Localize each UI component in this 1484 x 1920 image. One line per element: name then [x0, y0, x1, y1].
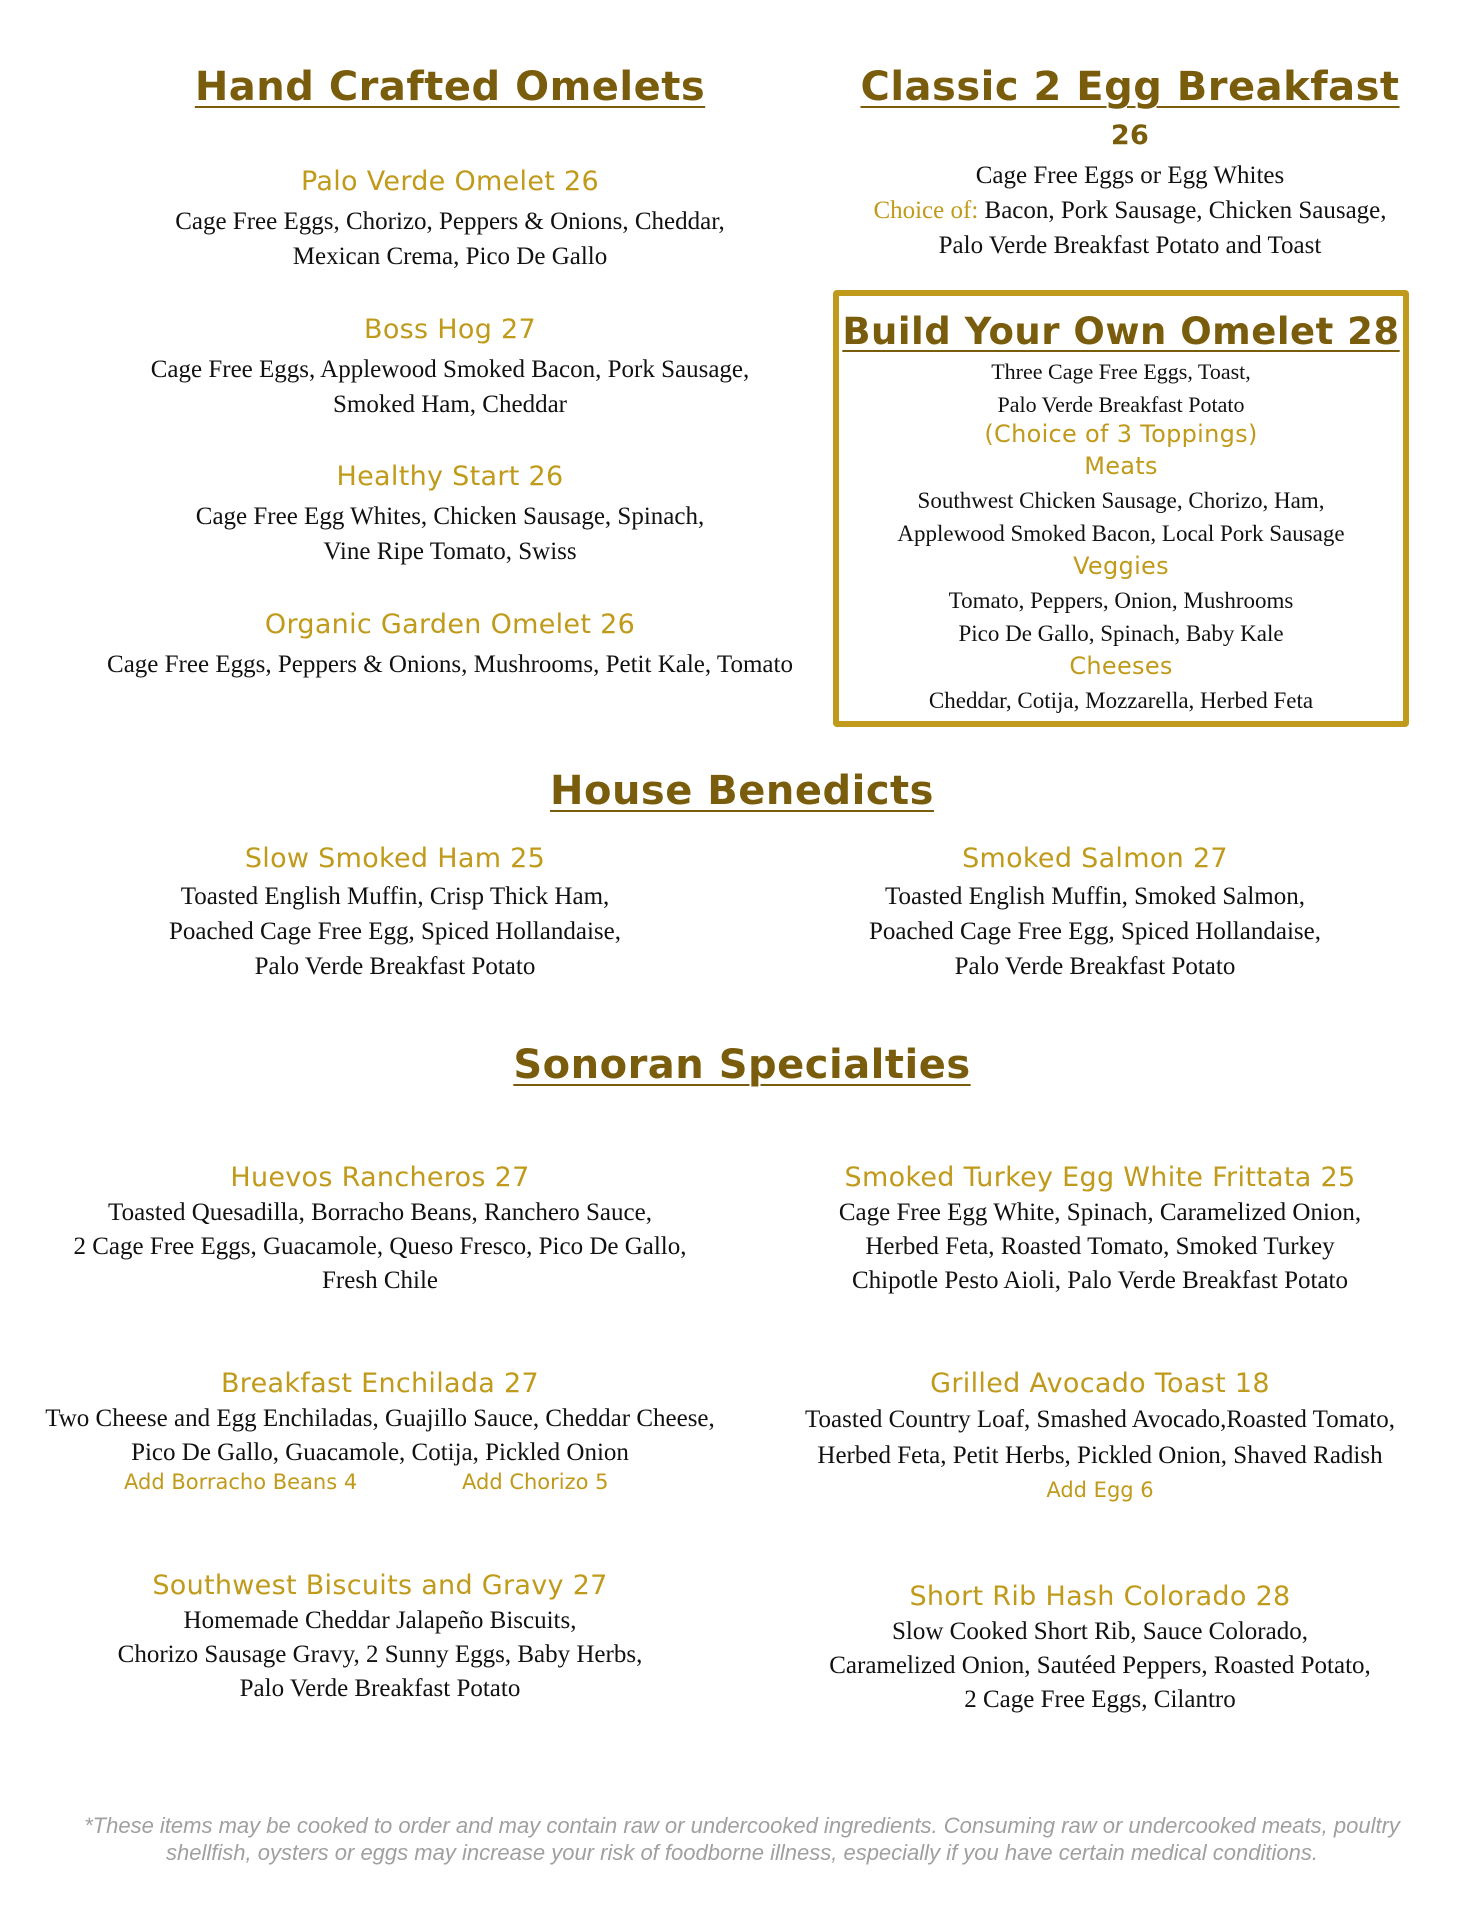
- description-line: Cheddar, Cotija, Mozzarella, Herbed Feta: [928, 688, 1314, 713]
- description-line: Smoked Ham, Cheddar: [333, 391, 567, 418]
- classic-price: 26: [1110, 120, 1150, 151]
- menu-item-title: Smoked Turkey Egg White Frittata 25: [844, 1162, 1356, 1193]
- menu-item-title: Palo Verde Omelet 26: [301, 166, 599, 197]
- description-line: Palo Verde Breakfast Potato and Toast: [938, 232, 1322, 259]
- cheeses-list: [839, 684, 1403, 717]
- addon-borracho-beans: Add Borracho Beans 4: [124, 1470, 358, 1494]
- description-line: Homemade Cheddar Jalapeño Biscuits,: [183, 1607, 577, 1634]
- description-line: Palo Verde Breakfast Potato: [954, 953, 1236, 980]
- description-line: 2 Cage Free Eggs, Guacamole, Queso Fresco, Pico De Gallo,: [73, 1233, 687, 1260]
- description-line: Cage Free Egg Whites, Chicken Sausage, Spinach,: [195, 503, 705, 530]
- menu-item-title: Smoked Salmon 27: [962, 843, 1228, 874]
- veggies-list: [839, 584, 1403, 650]
- menu-item-title: Organic Garden Omelet 26: [264, 609, 636, 640]
- description-line: Chorizo Sausage Gravy, 2 Sunny Eggs, Baby Herbs,: [117, 1641, 643, 1668]
- sonoran-section-title: Sonoran Specialties: [513, 1042, 971, 1088]
- cheeses-label: Cheeses: [1069, 652, 1173, 680]
- description-line: Palo Verde Breakfast Potato: [254, 953, 536, 980]
- description-line: Caramelized Onion, Sautéed Peppers, Roasted Potato,: [829, 1652, 1371, 1679]
- description-line: Toasted English Muffin, Crisp Thick Ham,: [180, 883, 610, 910]
- menu-item-description: [60, 647, 840, 682]
- menu-item-description: [20, 1604, 740, 1706]
- description-line: 2 Cage Free Eggs, Cilantro: [964, 1686, 1236, 1713]
- menu-item-title: Breakfast Enchilada 27: [220, 1368, 539, 1399]
- addon-egg: Add Egg 6: [1046, 1478, 1154, 1502]
- description-line: Tomato, Peppers, Onion, Mushrooms: [948, 588, 1294, 613]
- menu-item-title: Healthy Start 26: [336, 461, 564, 492]
- meats-list: [839, 484, 1403, 550]
- description-line: Vine Ripe Tomato, Swiss: [323, 538, 577, 565]
- choice-text: Bacon, Pork Sausage, Chicken Sausage,: [978, 197, 1387, 224]
- menu-item-description: [740, 1196, 1460, 1298]
- description-line: Two Cheese and Egg Enchiladas, Guajillo Sauce, Cheddar Cheese,: [45, 1405, 715, 1432]
- menu-item-title: Boss Hog 27: [364, 314, 536, 345]
- menu-item-description: [740, 1402, 1460, 1474]
- menu-item-title: Short Rib Hash Colorado 28: [909, 1581, 1291, 1612]
- benedicts-section-title: House Benedicts: [549, 768, 934, 814]
- omelets-section-title: Hand Crafted Omelets: [194, 64, 706, 110]
- description-line: Cage Free Egg White, Spinach, Caramelized Onion,: [838, 1199, 1362, 1226]
- menu-item-title: Huevos Rancheros 27: [230, 1162, 530, 1193]
- menu-item-description: [40, 879, 750, 984]
- description-line: Toasted Quesadilla, Borracho Beans, Ranchero Sauce,: [108, 1199, 652, 1226]
- meats-label: Meats: [1084, 452, 1158, 480]
- description-line: Poached Cage Free Egg, Spiced Hollandaise,: [869, 918, 1321, 945]
- description-line: Southwest Chicken Sausage, Chorizo, Ham,: [917, 488, 1325, 513]
- description-line: Three Cage Free Eggs, Toast,: [991, 359, 1251, 384]
- description-line: Toasted Country Loaf, Smashed Avocado,Roasted Tomato,: [805, 1406, 1395, 1433]
- description-line: Mexican Crema, Pico De Gallo: [292, 243, 608, 270]
- menu-item-description: [20, 1196, 740, 1298]
- addon-chorizo: Add Chorizo 5: [462, 1470, 609, 1494]
- menu-item-title: Grilled Avocado Toast 18: [930, 1368, 1270, 1399]
- menu-item-description: [60, 352, 840, 422]
- description-line: Cage Free Eggs, Chorizo, Peppers & Onions, Cheddar,: [175, 208, 725, 235]
- description-line: Fresh Chile: [322, 1267, 438, 1294]
- description-line: Pico De Gallo, Spinach, Baby Kale: [958, 621, 1284, 646]
- disclaimer-line: shellfish, oysters or eggs may increase your risk of foodborne illness, especially if you have certain medical conditions.: [166, 1840, 1318, 1865]
- description-line: Applewood Smoked Bacon, Local Pork Sausage: [897, 521, 1345, 546]
- description-line: Toasted English Muffin, Smoked Salmon,: [885, 883, 1305, 910]
- description-line: Herbed Feta, Roasted Tomato, Smoked Turkey: [865, 1233, 1335, 1260]
- description-line: Cage Free Eggs or Egg Whites: [975, 162, 1285, 189]
- menu-item-description: [60, 204, 840, 274]
- description-line: Cage Free Eggs, Applewood Smoked Bacon, Pork Sausage,: [150, 356, 750, 383]
- description-line: Palo Verde Breakfast Potato: [239, 1675, 521, 1702]
- description-line: Herbed Feta, Petit Herbs, Pickled Onion, Shaved Radish: [817, 1442, 1383, 1469]
- description-line: Palo Verde Breakfast Potato: [997, 392, 1245, 417]
- toppings-choice: (Choice of 3 Toppings): [984, 420, 1258, 448]
- menu-item-description: [740, 879, 1450, 984]
- menu-item-description: [20, 1402, 740, 1470]
- description-line: [780, 193, 1480, 228]
- choice-label: Choice of:: [873, 197, 979, 224]
- disclaimer-line: *These items may be cooked to order and may contain raw or undercooked ingredients. Consuming raw or undercooked meats, poultry: [84, 1813, 1400, 1838]
- description-line: Chipotle Pesto Aioli, Palo Verde Breakfast Potato: [851, 1267, 1349, 1294]
- description-line: Poached Cage Free Egg, Spiced Hollandaise,: [169, 918, 621, 945]
- classic-section-title: Classic 2 Egg Breakfast: [860, 64, 1400, 110]
- veggies-label: Veggies: [1073, 552, 1169, 580]
- description-line: Slow Cooked Short Rib, Sauce Colorado,: [892, 1618, 1308, 1645]
- classic-description: [780, 158, 1480, 263]
- description-line: Cage Free Eggs, Peppers & Onions, Mushrooms, Petit Kale, Tomato: [107, 651, 793, 678]
- description-line: Pico De Gallo, Guacamole, Cotija, Pickled Onion: [131, 1439, 629, 1466]
- menu-item-description: [740, 1615, 1460, 1717]
- menu-item-title: Southwest Biscuits and Gravy 27: [152, 1570, 608, 1601]
- menu-item-title: Slow Smoked Ham 25: [244, 843, 546, 874]
- menu-item-description: [60, 499, 840, 569]
- disclaimer: [0, 1812, 1484, 1866]
- build-omelet-title: Build Your Own Omelet 28: [842, 310, 1400, 353]
- build-omelet-base: [839, 355, 1403, 421]
